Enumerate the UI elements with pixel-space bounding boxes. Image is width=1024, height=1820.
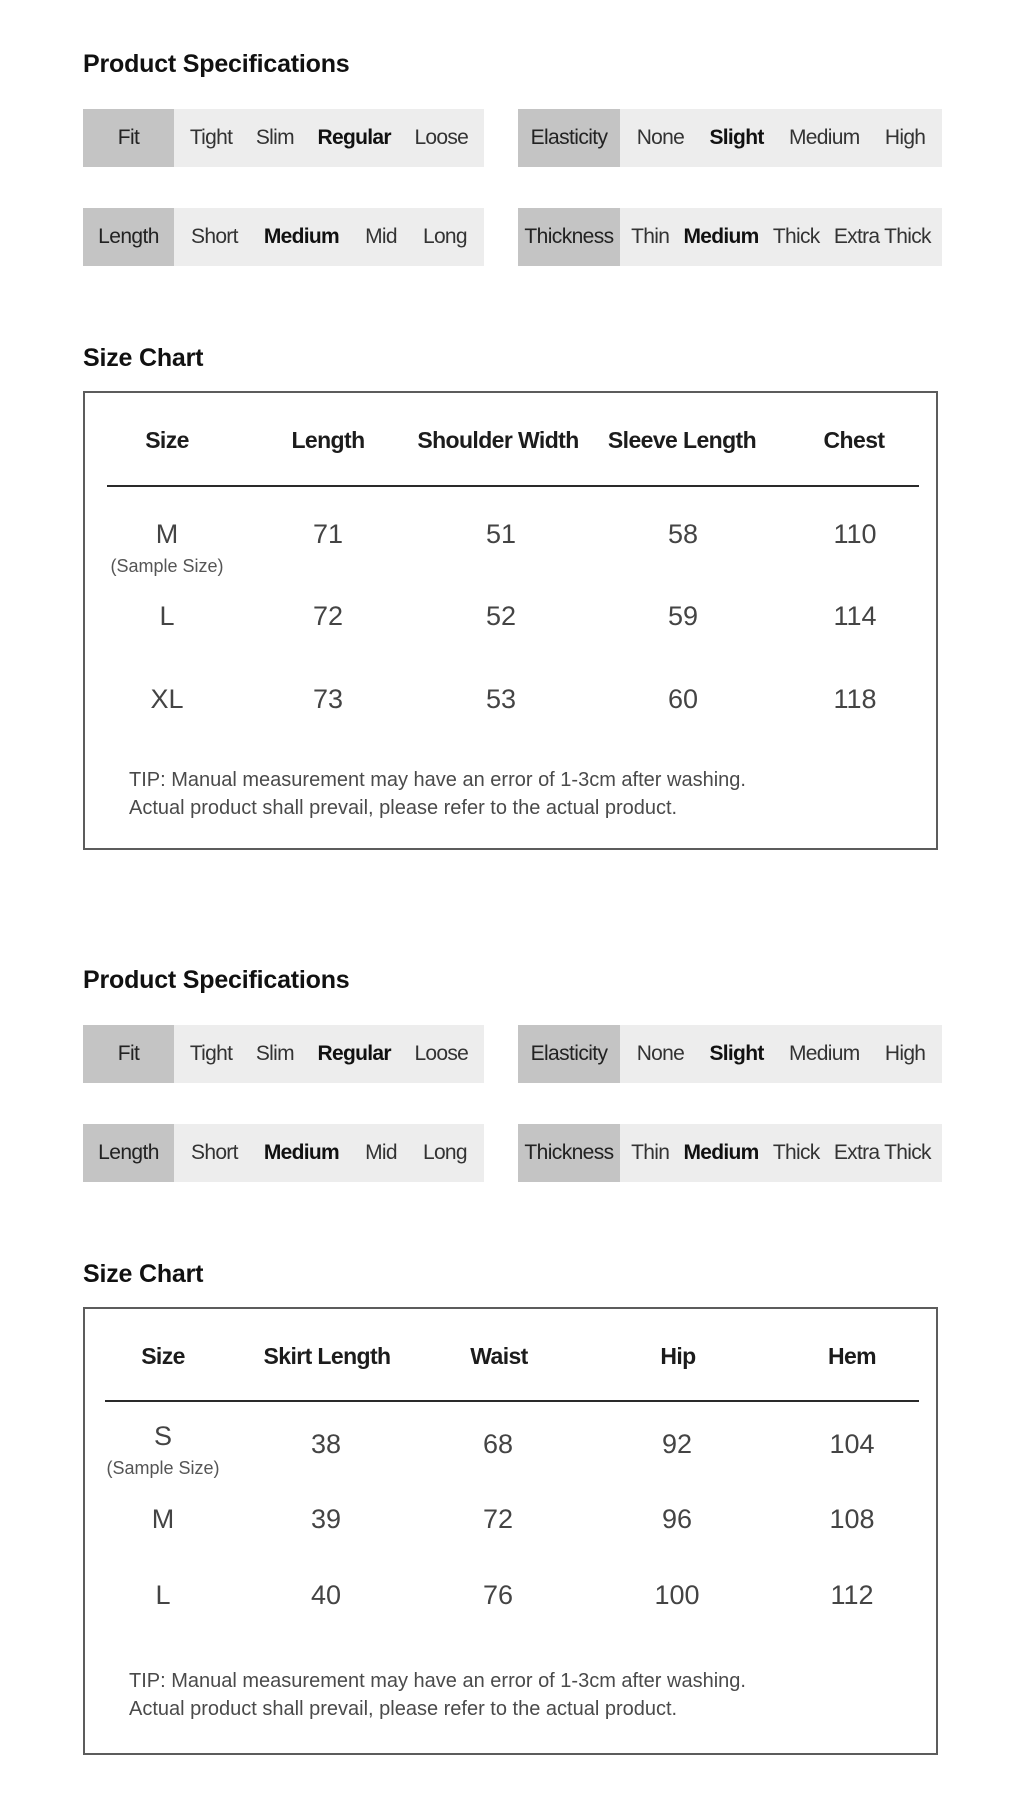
value-cell: 100	[654, 1580, 700, 1610]
column-header: Sleeve Length	[607, 427, 757, 453]
size-cell: L	[155, 1580, 171, 1610]
value-cell: 92	[661, 1429, 693, 1459]
spec-option: Long	[422, 225, 467, 248]
spec-option: Mid	[365, 1141, 397, 1164]
sample-size-note: (Sample Size)	[106, 1458, 220, 1478]
spec-options	[620, 1124, 942, 1182]
spec-option: Mid	[365, 225, 397, 248]
value-cell: 40	[310, 1580, 342, 1610]
size-cell: XL	[150, 684, 184, 714]
spec-option: Medium	[789, 126, 860, 149]
size-cell: M	[151, 1504, 175, 1534]
section-bottom	[0, 916, 1024, 1820]
tip-line: TIP: Manual measurement may have an error of 1-3cm after washing.	[129, 769, 746, 791]
size-cell: S	[153, 1421, 173, 1451]
column-header: Size	[141, 1343, 185, 1369]
specs-title: Product Specifications	[83, 966, 350, 994]
value-cell: 60	[667, 684, 699, 714]
column-header: Hip	[660, 1343, 696, 1369]
spec-option: Medium	[789, 1042, 860, 1065]
spec-option: Thin	[631, 1141, 670, 1164]
spec-option: Thin	[631, 225, 670, 248]
spec-label-length: Length	[83, 208, 174, 266]
size-cell: L	[159, 601, 175, 631]
spec-option: Thick	[772, 1141, 820, 1164]
spec-option-selected: Medium	[263, 1141, 339, 1164]
spec-option-selected: Regular	[317, 126, 391, 149]
spec-option-selected: Medium	[683, 1141, 759, 1164]
spec-row-elasticity	[518, 1025, 942, 1083]
value-cell: 76	[482, 1580, 514, 1610]
spec-row-fit	[83, 109, 484, 167]
value-cell: 114	[833, 601, 877, 631]
spec-label-fit: Fit	[83, 109, 174, 167]
value-cell: 118	[833, 684, 877, 714]
value-cell: 104	[829, 1429, 875, 1459]
column-header: Skirt Length	[263, 1343, 391, 1369]
value-cell: 38	[310, 1429, 342, 1459]
spec-option: Tight	[189, 126, 233, 149]
spec-options	[620, 109, 942, 167]
size-cell: M	[155, 519, 179, 549]
size-chart-table	[83, 1307, 938, 1755]
size-chart-table	[83, 391, 938, 850]
measurement-tip	[129, 1667, 746, 1723]
value-cell: 110	[833, 519, 877, 549]
value-cell: 39	[310, 1504, 342, 1534]
spec-options	[174, 1124, 484, 1182]
spec-option: Slim	[255, 1042, 294, 1065]
spec-option-selected: Slight	[709, 126, 764, 149]
spec-option: Short	[191, 225, 238, 248]
spec-option: None	[636, 126, 685, 149]
value-cell: 72	[482, 1504, 514, 1534]
value-cell: 108	[829, 1504, 875, 1534]
spec-label-elasticity: Elasticity	[518, 109, 620, 167]
column-header: Length	[291, 427, 365, 453]
size-chart-title: Size Chart	[83, 344, 204, 372]
column-header: Shoulder Width	[417, 427, 579, 453]
spec-row-length	[83, 1124, 484, 1182]
spec-label-thickness: Thickness	[518, 208, 620, 266]
spec-options	[620, 208, 942, 266]
spec-row-fit	[83, 1025, 484, 1083]
spec-option-selected: Medium	[263, 225, 339, 248]
spec-row-thickness	[518, 1124, 942, 1182]
spec-option-selected: Slight	[709, 1042, 764, 1065]
column-header: Chest	[823, 427, 885, 453]
spec-label-fit: Fit	[83, 1025, 174, 1083]
value-cell: 53	[485, 684, 517, 714]
column-header: Hem	[827, 1343, 877, 1369]
spec-option: Slim	[255, 126, 294, 149]
spec-row-elasticity	[518, 109, 942, 167]
spec-option: Thick	[772, 225, 820, 248]
tip-line: TIP: Manual measurement may have an error of 1-3cm after washing.	[129, 1670, 746, 1692]
value-cell: 58	[667, 519, 699, 549]
spec-option: Long	[422, 1141, 467, 1164]
spec-option-selected: Medium	[683, 225, 759, 248]
value-cell: 59	[667, 601, 699, 631]
spec-options	[174, 208, 484, 266]
spec-option: Tight	[189, 1042, 233, 1065]
tip-line: Actual product shall prevail, please refer to the actual product.	[129, 1698, 678, 1720]
value-cell: 51	[485, 519, 517, 549]
spec-option: Short	[191, 1141, 238, 1164]
spec-row-length	[83, 208, 484, 266]
specs-title: Product Specifications	[83, 50, 350, 78]
measurement-tip	[129, 766, 746, 822]
value-cell: 52	[485, 601, 517, 631]
spec-option: High	[884, 1042, 926, 1065]
column-header: Size	[145, 427, 189, 453]
value-cell: 71	[312, 519, 344, 549]
header-divider	[105, 1400, 919, 1402]
value-cell: 96	[661, 1504, 693, 1534]
spec-label-thickness: Thickness	[518, 1124, 620, 1182]
spec-option: Extra Thick	[833, 225, 931, 248]
spec-row-thickness	[518, 208, 942, 266]
spec-label-length: Length	[83, 1124, 174, 1182]
spec-option: Extra Thick	[833, 1141, 931, 1164]
spec-option: Loose	[414, 126, 469, 149]
spec-option: High	[884, 126, 926, 149]
value-cell: 73	[312, 684, 344, 714]
spec-label-elasticity: Elasticity	[518, 1025, 620, 1083]
spec-option: Loose	[414, 1042, 469, 1065]
column-header: Waist	[470, 1343, 528, 1369]
spec-options	[174, 109, 484, 167]
spec-option: None	[636, 1042, 685, 1065]
size-chart-title: Size Chart	[83, 1260, 204, 1288]
tip-line: Actual product shall prevail, please refer to the actual product.	[129, 797, 678, 819]
value-cell: 68	[482, 1429, 514, 1459]
spec-options	[620, 1025, 942, 1083]
spec-option-selected: Regular	[317, 1042, 391, 1065]
value-cell: 112	[830, 1580, 874, 1610]
value-cell: 72	[312, 601, 344, 631]
sample-size-note: (Sample Size)	[110, 556, 224, 576]
spec-options	[174, 1025, 484, 1083]
header-divider	[107, 485, 919, 487]
